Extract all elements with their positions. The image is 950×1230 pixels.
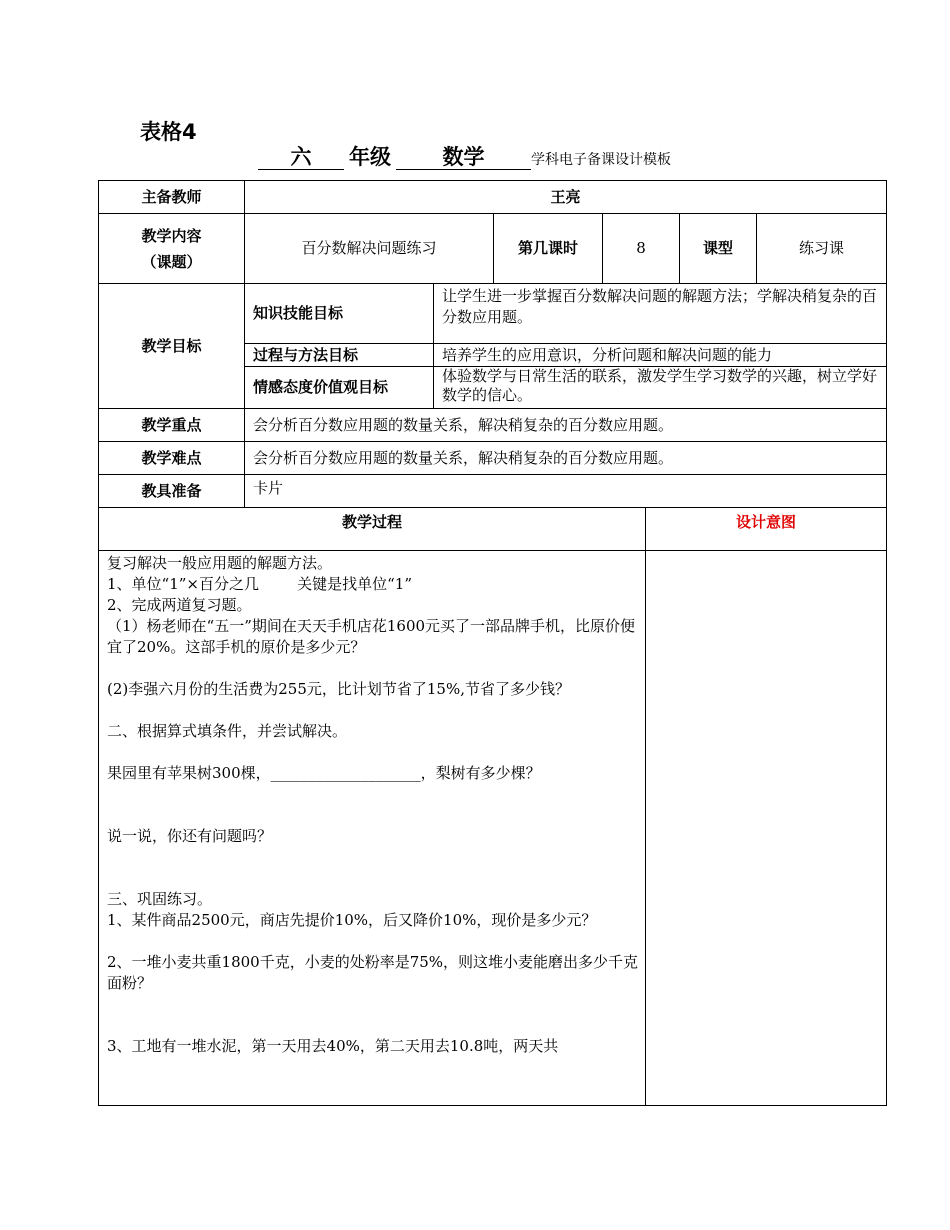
type-value: 练习课 [756, 213, 887, 284]
process-line: 3、工地有一堆水泥，第一天用去40%，第二天用去10.8吨，两天共 [107, 1037, 559, 1055]
content-value: 百分数解决问题练习 [244, 213, 494, 284]
goal-knowledge-label: 知识技能目标 [244, 283, 434, 344]
process-line: 果园里有苹果树300棵，____________________，梨树有多少棵？ [107, 764, 541, 782]
grade-field: 六 [258, 145, 344, 170]
content-label-line1: 教学内容 [141, 226, 202, 245]
grade-suffix: 年级 [349, 145, 391, 169]
key-points-label: 教学重点 [98, 408, 245, 442]
process-line: 1、单位“1”×百分之几 关键是找单位“1” [107, 575, 413, 593]
type-label: 课型 [679, 213, 757, 284]
title-suffix: 学科电子备课设计模板 [531, 152, 671, 168]
process-line: 复习解决一般应用题的解题方法。 [107, 554, 333, 572]
period-label: 第几课时 [493, 213, 603, 284]
page-title [258, 145, 671, 170]
goal-process-label: 过程与方法目标 [244, 343, 434, 367]
process-content [98, 550, 646, 1106]
goal-process-value: 培养学生的应用意识，分析问题和解决问题的能力 [433, 343, 887, 367]
process-line: 说一说，你还有问题吗？ [107, 827, 273, 845]
difficulties-label: 教学难点 [98, 441, 245, 475]
period-value: 8 [602, 213, 680, 284]
process-line: 三、巩固练习。 [107, 890, 213, 908]
process-header: 教学过程 [98, 507, 646, 551]
table-label: 表格4 [140, 120, 197, 144]
process-line: 2、完成两道复习题。 [107, 596, 252, 614]
goal-knowledge-value: 让学生进一步掌握百分数解决问题的解题方法；学解决稍复杂的百分数应用题。 [433, 283, 887, 344]
teacher-label: 主备教师 [98, 180, 245, 214]
process-line: （1）杨老师在“五一”期间在天天手机店花1600元买了一部品牌手机，比原价便宜了20%。这部手机的原价是多少元？ [107, 617, 636, 656]
process-line: 2、一堆小麦共重1800千克，小麦的处粉率是75%，则这堆小麦能磨出多少千克面粉？ [107, 953, 639, 992]
goal-emotion-value: 体验数学与日常生活的联系，激发学生学习数学的兴趣，树立学好数学的信心。 [433, 366, 887, 409]
goal-emotion-label: 情感态度价值观目标 [244, 366, 434, 409]
process-line: 二、根据算式填条件，并尝试解决。 [107, 722, 348, 740]
intent-content [645, 550, 887, 1106]
materials-label: 教具准备 [98, 474, 245, 508]
process-line: (2)李强六月份的生活费为255元，比计划节省了15%,节省了多少钱？ [107, 680, 570, 698]
key-points-value: 会分析百分数应用题的数量关系，解决稍复杂的百分数应用题。 [244, 408, 887, 442]
materials-value: 卡片 [244, 474, 887, 508]
content-label-line2: （课题） [141, 252, 202, 271]
content-label [98, 213, 245, 284]
teacher-value: 王亮 [244, 180, 887, 214]
intent-header: 设计意图 [645, 507, 887, 551]
difficulties-value: 会分析百分数应用题的数量关系，解决稍复杂的百分数应用题。 [244, 441, 887, 475]
process-line: 1、某件商品2500元，商店先提价10%，后又降价10%，现价是多少元？ [107, 911, 597, 929]
subject-field: 数学 [396, 145, 531, 170]
goals-label: 教学目标 [98, 283, 245, 409]
